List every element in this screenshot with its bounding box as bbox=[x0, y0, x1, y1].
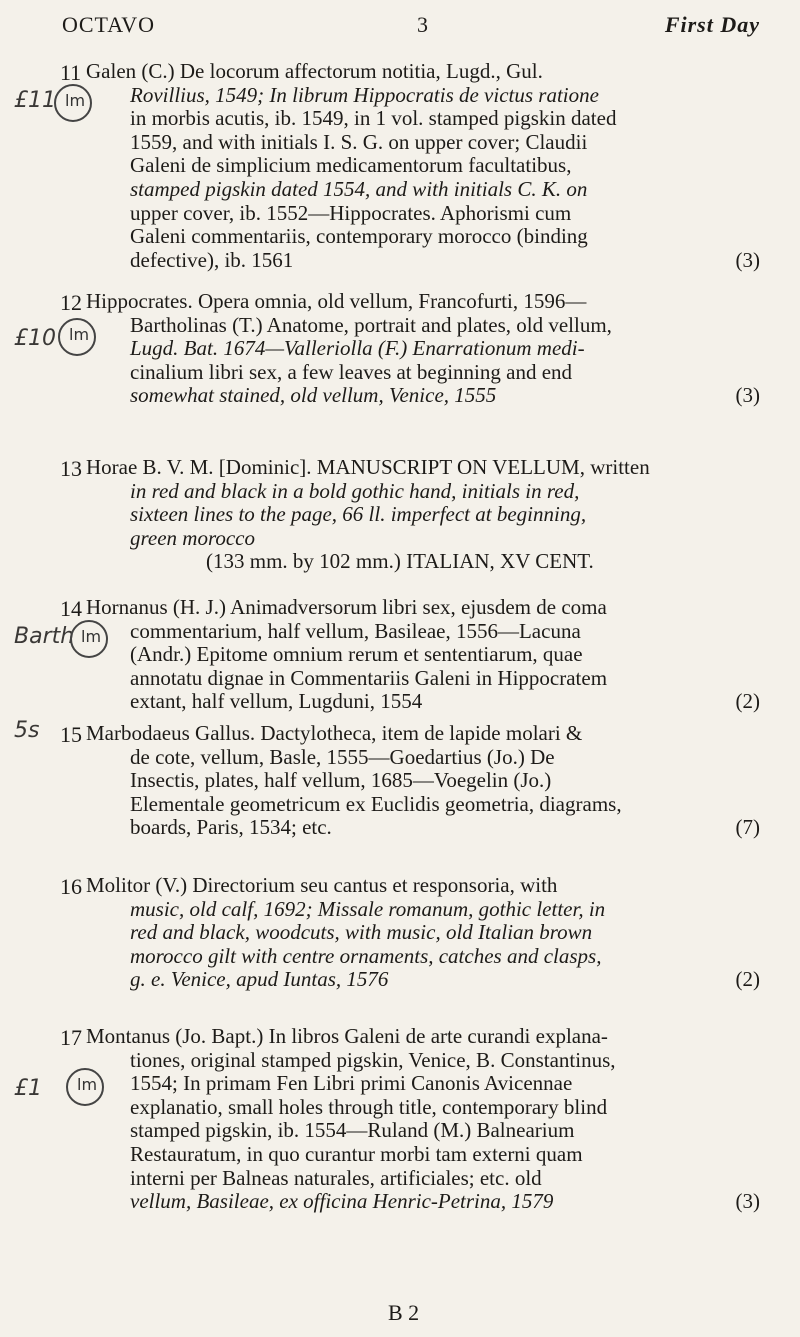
lot-title-line: Galen (C.) De locorum affectorum notitia, Lugd., Gul. bbox=[86, 59, 543, 83]
lot-line: vellum, Basileae, ex officina Henric-Petrina, 1579 bbox=[130, 1189, 554, 1214]
lot-line: upper cover, ib. 1552—Hippocrates. Aphorismi cum bbox=[130, 200, 572, 225]
lot-quantity: (3) bbox=[735, 1189, 760, 1214]
lot-line: music, old calf, 1692; Missale romanum, gothic letter, in bbox=[130, 896, 606, 921]
lot-description bbox=[86, 290, 760, 408]
header-sale-day: First Day bbox=[664, 12, 760, 37]
lot-number: 14 bbox=[60, 596, 82, 621]
lot-number: 15 bbox=[60, 722, 82, 747]
signature-mark: B 2 bbox=[388, 1300, 420, 1325]
margin-price-note: £1 bbox=[14, 1076, 42, 1101]
lot-line: defective), ib. 1561 bbox=[130, 247, 294, 272]
lot-description bbox=[86, 722, 760, 840]
lot-line: 1554; In primam Fen Libri primi Canonis Avicennae bbox=[130, 1071, 573, 1096]
lot-title-line: Hornanus (H. J.) Animadversorum libri sex, ejusdem de coma bbox=[86, 595, 607, 619]
circle-mark-text: lm bbox=[77, 1075, 98, 1094]
lot-description bbox=[86, 874, 760, 992]
header-format: OCTAVO bbox=[62, 12, 156, 37]
lot-number: 16 bbox=[60, 874, 82, 899]
lot-title-line: Montanus (Jo. Bapt.) In libros Galeni de arte curandi explana- bbox=[86, 1024, 608, 1048]
circle-mark-text: lm bbox=[81, 627, 102, 646]
lot-line: Bartholinas (T.) Anatome, portrait and plates, old vellum, bbox=[130, 312, 612, 337]
lot-title-line: Marbodaeus Gallus. Dactylotheca, item de lapide molari & bbox=[86, 721, 583, 745]
lot-line: interni per Balneas naturales, artificiales; etc. old bbox=[130, 1165, 542, 1190]
lot-line: annotatu dignae in Commentariis Galeni in Hippocratem bbox=[130, 665, 608, 690]
margin-circle-mark bbox=[70, 620, 108, 658]
lot-number: 11 bbox=[60, 60, 82, 85]
lot-line: cinalium libri sex, a few leaves at beginning and end bbox=[130, 359, 573, 384]
page-header bbox=[62, 12, 760, 42]
lot-description bbox=[86, 596, 760, 714]
lot-line: Restauratum, in quo curantur morbi tam externi quam bbox=[130, 1141, 583, 1166]
header-page-number: 3 bbox=[417, 12, 429, 37]
circle-mark-text: lm bbox=[69, 325, 90, 344]
lot-line: Insectis, plates, half vellum, 1685—Voegelin (Jo.) bbox=[130, 768, 552, 793]
lot-line: boards, Paris, 1534; etc. bbox=[130, 815, 332, 840]
lot-quantity: (2) bbox=[735, 689, 760, 714]
lot-line: green morocco bbox=[130, 525, 255, 550]
lot-line: (133 mm. by 102 mm.) ITALIAN, XV CENT. bbox=[206, 549, 594, 574]
lot-line: (Andr.) Epitome omnium rerum et sententiarum, quae bbox=[130, 642, 583, 667]
lot-line: stamped pigskin, ib. 1554—Ruland (M.) Balnearium bbox=[130, 1118, 575, 1143]
lot-quantity: (7) bbox=[735, 815, 760, 840]
margin-price-note: Barth bbox=[14, 624, 75, 649]
lot-number: 12 bbox=[60, 290, 82, 315]
circle-mark-text: lm bbox=[65, 91, 86, 110]
lot-number: 13 bbox=[60, 456, 82, 481]
margin-price-note: £11 bbox=[14, 88, 56, 113]
lot-quantity: (3) bbox=[735, 383, 760, 408]
lot-title-line: Hippocrates. Opera omnia, old vellum, Francofurti, 1596— bbox=[86, 289, 587, 313]
lot-line: 1559, and with initials I. S. G. on upper cover; Claudii bbox=[130, 129, 588, 154]
lot-line: explanatio, small holes through title, contemporary blind bbox=[130, 1094, 608, 1119]
lot-title-line: Molitor (V.) Directorium seu cantus et responsoria, with bbox=[86, 873, 558, 897]
lot-line: stamped pigskin dated 1554, and with initials C. K. on bbox=[130, 176, 588, 201]
lot-title-line: Horae B. V. M. [Dominic]. MANUSCRIPT ON VELLUM, written bbox=[86, 455, 650, 479]
lot-description bbox=[86, 1025, 760, 1214]
lot-line: Rovillius, 1549; In librum Hippocratis de victus ratione bbox=[130, 82, 599, 107]
lot-line: g. e. Venice, apud Iuntas, 1576 bbox=[130, 967, 389, 992]
lot-description bbox=[86, 60, 760, 272]
margin-circle-mark bbox=[66, 1068, 104, 1106]
lot-number: 17 bbox=[60, 1025, 82, 1050]
lot-line: Galeni commentariis, contemporary morocco (binding bbox=[130, 224, 588, 249]
lot-line: red and black, woodcuts, with music, old Italian brown bbox=[130, 920, 593, 945]
margin-price-note: 5s bbox=[14, 718, 40, 743]
lot-line: morocco gilt with centre ornaments, catches and clasps, bbox=[130, 943, 602, 968]
lot-line: extant, half vellum, Lugduni, 1554 bbox=[130, 689, 423, 714]
margin-price-note: £10 bbox=[14, 326, 56, 351]
lot-line: tiones, original stamped pigskin, Venice, B. Constantinus, bbox=[130, 1047, 616, 1072]
lot-line: commentarium, half vellum, Basileae, 1556—Lacuna bbox=[130, 618, 581, 643]
lot-line: sixteen lines to the page, 66 ll. imperfect at beginning, bbox=[130, 502, 587, 527]
margin-circle-mark bbox=[58, 318, 96, 356]
lot-line: Lugd. Bat. 1674—Valleriolla (F.) Enarrationum medi- bbox=[130, 336, 585, 361]
lot-line: in morbis acutis, ib. 1549, in 1 vol. stamped pigskin dated bbox=[130, 106, 617, 131]
lot-line: de cote, vellum, Basle, 1555—Goedartius (Jo.) De bbox=[130, 744, 555, 769]
lot-line: in red and black in a bold gothic hand, initials in red, bbox=[130, 478, 580, 503]
margin-circle-mark bbox=[54, 84, 92, 122]
lot-description bbox=[86, 456, 760, 574]
lot-quantity: (3) bbox=[735, 247, 760, 272]
lot-line: somewhat stained, old vellum, Venice, 1555 bbox=[130, 383, 497, 408]
lot-line: Elementale geometricum ex Euclidis geometria, diagrams, bbox=[130, 791, 622, 816]
lot-line: Galeni de simplicium medicamentorum facultatibus, bbox=[130, 153, 572, 178]
lot-quantity: (2) bbox=[735, 967, 760, 992]
